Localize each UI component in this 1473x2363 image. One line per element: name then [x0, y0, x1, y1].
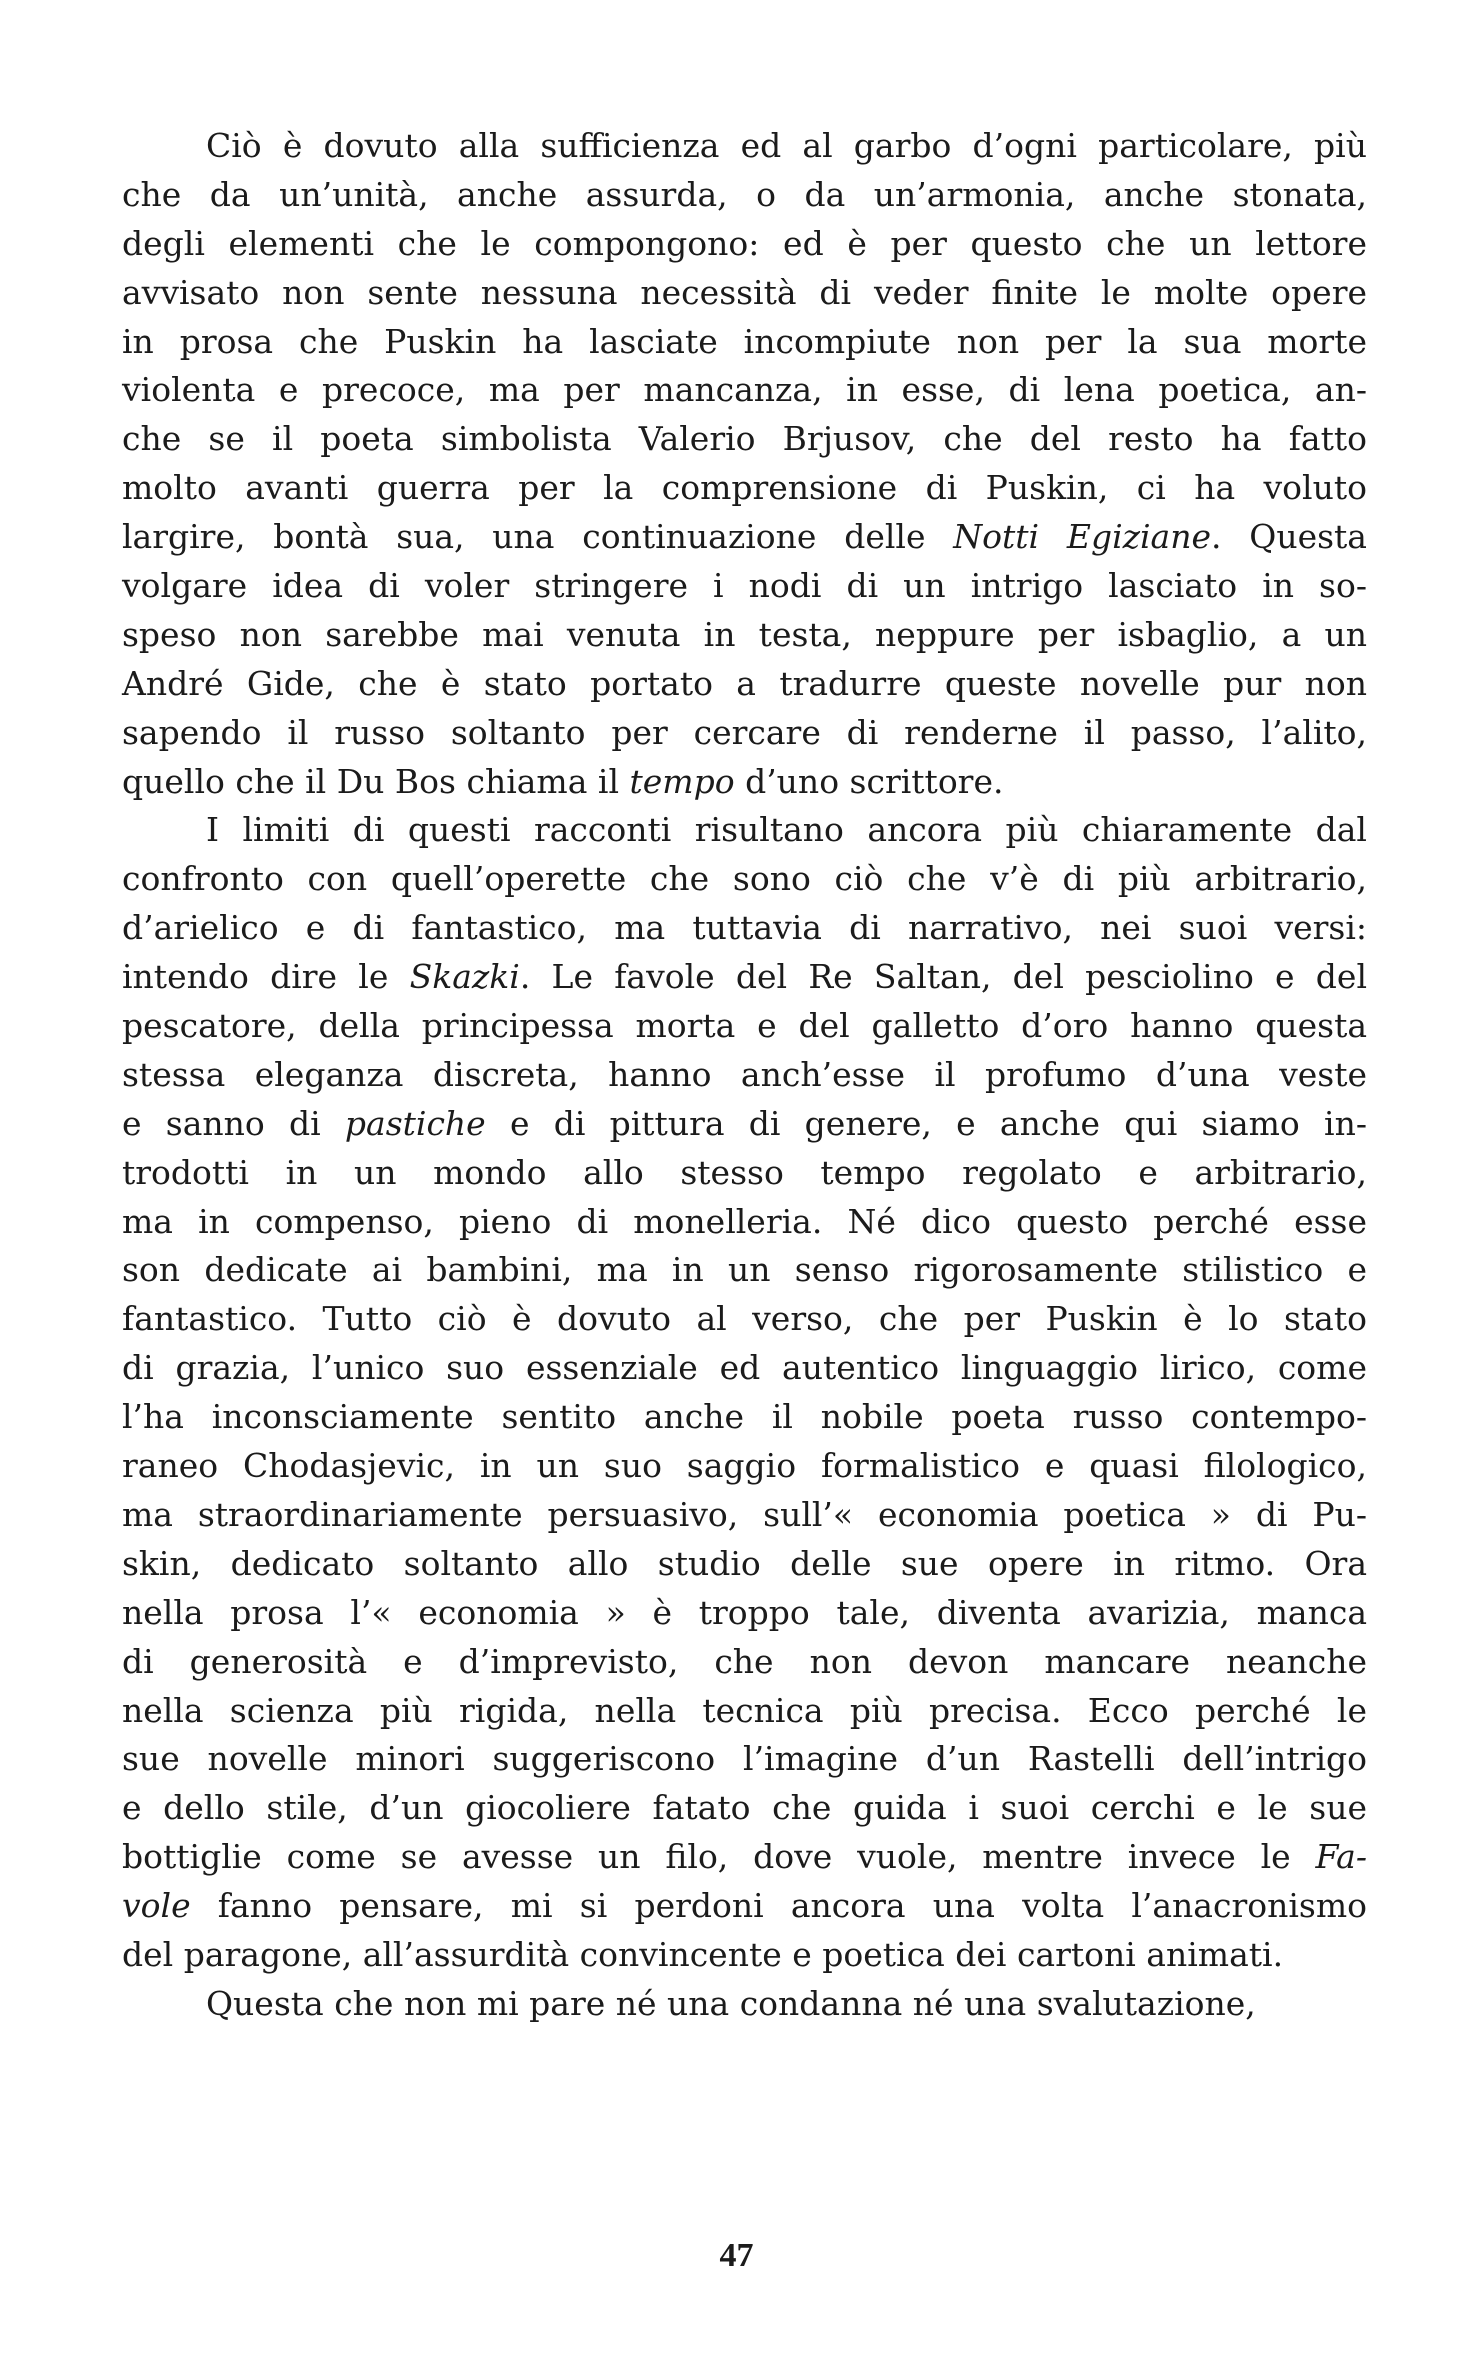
text-line — [122, 513, 1367, 562]
text-line: pescatore, della principessa morta e del galletto d’oro hanno questa — [122, 1006, 1367, 1046]
italic-title: Fa- — [1315, 1837, 1367, 1877]
text-segment: quello che il Du Bos chiama il — [122, 761, 630, 801]
text-line: che se il poeta simbolista Valerio Brjusov, che del resto ha fatto — [122, 419, 1367, 459]
text-line: confronto con quell’operette che sono ciò che v’è di più arbitrario, — [122, 859, 1367, 899]
text-line: Questa che non mi pare né una condanna né una svalutazione, — [206, 1983, 1256, 2023]
text-line: son dedicate ai bambini, ma in un senso rigorosamente stilistico e — [122, 1250, 1367, 1290]
text-line: e dello stile, d’un giocoliere fatato che guida i suoi cerchi e le sue — [122, 1788, 1367, 1828]
text-line: di grazia, l’unico suo essenziale ed autentico linguaggio lirico, come — [122, 1348, 1367, 1388]
text-line — [122, 758, 1367, 807]
text-segment: bottiglie come se avesse un filo, dove vuole, mentre invece le — [122, 1837, 1316, 1877]
text-segment: . Le favole del Re Saltan, del pesciolino e del — [519, 957, 1367, 997]
italic-title: tempo — [629, 761, 735, 801]
text-segment: d’uno scrittore. — [734, 761, 1004, 801]
text-line: in prosa che Puskin ha lasciate incompiute non per la sua morte — [122, 321, 1367, 361]
text-line: violenta e precoce, ma per mancanza, in esse, di lena poetica, an- — [122, 370, 1367, 410]
text-line: raneo Chodasjevic, in un suo saggio formalistico e quasi filologico, — [122, 1446, 1367, 1486]
text-line: l’ha inconsciamente sentito anche il nobile poeta russo contempo- — [122, 1397, 1367, 1437]
text-segment: intendo dire le — [122, 957, 410, 997]
text-line — [122, 1833, 1367, 1882]
text-line: volgare idea di voler stringere i nodi di un intrigo lasciato in so- — [122, 566, 1367, 606]
text-segment: largire, bontà sua, una continuazione delle — [122, 517, 954, 557]
italic-title: vole — [122, 1886, 191, 1926]
text-line: trodotti in un mondo allo stesso tempo regolato e arbitrario, — [122, 1152, 1367, 1192]
text-line: nella scienza più rigida, nella tecnica più precisa. Ecco perché le — [122, 1690, 1367, 1730]
text-line: André Gide, che è stato portato a tradurre queste novelle pur non — [122, 663, 1367, 703]
text-line — [122, 953, 1367, 1002]
italic-title: Notti Egiziane — [953, 517, 1212, 557]
text-line: ma straordinariamente persuasivo, sull’« economia poetica » di Pu- — [122, 1494, 1367, 1534]
text-line: molto avanti guerra per la comprensione di Puskin, ci ha voluto — [122, 468, 1367, 508]
text-line: d’arielico e di fantastico, ma tuttavia di narrativo, nei suoi versi: — [122, 908, 1367, 948]
text-line: di generosità e d’imprevisto, che non devon mancare neanche — [122, 1641, 1367, 1681]
text-line: skin, dedicato soltanto allo studio delle sue opere in ritmo. Ora — [122, 1543, 1367, 1583]
body-text — [122, 122, 1367, 2029]
text-line: stessa eleganza discreta, hanno anch’esse il profumo d’una veste — [122, 1054, 1367, 1094]
text-segment: fanno pensare, mi si perdoni ancora una volta l’anacronismo — [190, 1886, 1367, 1926]
text-line: sue novelle minori suggeriscono l’imagine d’un Rastelli dell’intrigo — [122, 1739, 1367, 1779]
text-line — [122, 1882, 1367, 1931]
text-line: che da un’unità, anche assurda, o da un’armonia, anche stonata, — [122, 174, 1367, 214]
text-line: degli elementi che le compongono: ed è per questo che un lettore — [122, 223, 1367, 263]
text-line: nella prosa l’« economia » è troppo tale, diventa avarizia, manca — [122, 1592, 1367, 1632]
text-line: fantastico. Tutto ciò è dovuto al verso, che per Puskin è lo stato — [122, 1299, 1367, 1339]
text-line: del paragone, all’assurdità convincente e poetica dei cartoni animati. — [122, 1934, 1284, 1974]
text-line: I limiti di questi racconti risultano ancora più chiaramente dal — [206, 810, 1367, 850]
text-line: speso non sarebbe mai venuta in testa, neppure per isbaglio, a un — [122, 614, 1367, 654]
text-segment: e di pittura di genere, e anche qui siamo in- — [485, 1103, 1367, 1143]
text-segment: . Questa — [1211, 517, 1367, 557]
text-segment: e sanno di — [122, 1103, 345, 1143]
text-line: sapendo il russo soltanto per cercare di renderne il passo, l’alito, — [122, 712, 1367, 752]
italic-title: Skazki — [409, 957, 520, 997]
text-line: Ciò è dovuto alla sufficienza ed al garbo d’ogni particolare, più — [206, 126, 1367, 165]
text-line: avvisato non sente nessuna necessità di veder finite le molte opere — [122, 272, 1367, 312]
text-line: ma in compenso, pieno di monelleria. Né dico questo perché esse — [122, 1201, 1367, 1241]
italic-title: pastiche — [344, 1103, 486, 1143]
text-line — [122, 1100, 1367, 1149]
page-number: 47 — [719, 2237, 754, 2274]
